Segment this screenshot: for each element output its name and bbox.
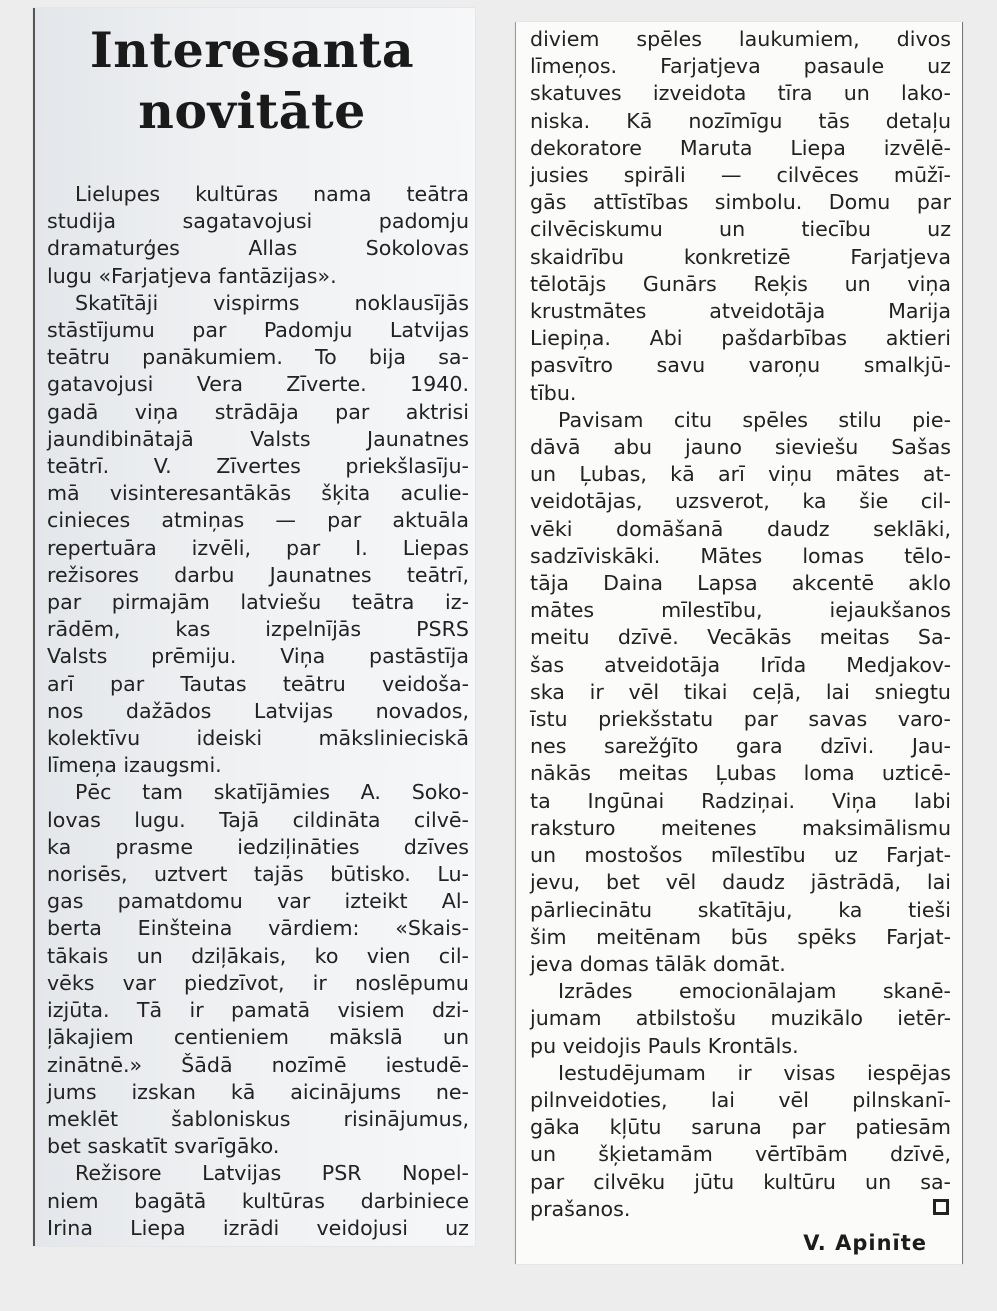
text-line: īstu priekšstatu par savas varo-	[530, 707, 951, 732]
text-line: tēlotājs Gunārs Reķis un viņa	[530, 271, 951, 296]
text-line: berta Einšteina vārdiem: «Skais-	[47, 916, 469, 941]
text-line: lugu «Farjatjeva fantāzijas».	[47, 263, 337, 288]
text-line: studija sagatavojusi padomju	[47, 209, 469, 234]
text-line: Skatītāji vispirms noklausījās	[75, 290, 469, 315]
text-line: ta Ingūnai Radziņai. Viņa labi	[530, 788, 951, 813]
text-line: Izrādes emocionālajam skanē-	[558, 979, 951, 1004]
text-line: norisēs, uztvert tajās būtisko. Lu-	[47, 862, 469, 887]
text-line: jevu, bet vēl daudz jāstrādā, lai	[530, 870, 951, 895]
text-line: nākās meitas Ļubas loma uzticē-	[530, 761, 951, 786]
text-line: jums izskan kā aicinājums ne-	[47, 1079, 469, 1104]
text-line: un Ļubas, kā arī viņu mātes at-	[530, 462, 951, 487]
text-line: dekoratore Maruta Liepa izvēlē-	[530, 135, 951, 160]
text-line: ka prasme iedziļināties dzīves	[47, 834, 469, 859]
right-column-text	[530, 26, 951, 1223]
author-signature: V. Apinīte	[803, 1231, 927, 1255]
text-line: gadā viņa strādāja par aktrisi	[47, 399, 469, 424]
text-line: jusies spirāli — cilvēces mūžī-	[530, 163, 951, 188]
text-line: nos dažādos Latvijas novados,	[47, 698, 469, 723]
left-column-text	[47, 181, 469, 1242]
text-line: tākais un dziļākais, ko vien cil-	[47, 943, 469, 968]
text-line: līmeņos. Farjatjeva pasaule uz	[530, 54, 951, 79]
text-line: kolektīvu ideiski mākslinieciskā	[47, 726, 469, 751]
text-line: cilvēciskumu un tiecību uz	[530, 217, 951, 242]
text-line: repertuāra izvēli, par I. Liepas	[47, 535, 469, 560]
text-line: sadzīviskāki. Mātes lomas tēlo-	[530, 543, 951, 568]
text-line: skatuves izveidota tīra un lako-	[530, 81, 951, 106]
text-line: gas pamatdomu var izteikt Al-	[47, 889, 469, 914]
text-line: jaundibinātajā Valsts Jaunatnes	[47, 426, 469, 451]
text-line: diviem spēles laukumiem, divos	[530, 27, 951, 51]
text-line: gās attīstības simbolu. Domu par	[530, 190, 951, 215]
text-line: gatavojusi Vera Zīverte. 1940.	[47, 372, 469, 397]
text-line: tību.	[530, 380, 577, 405]
text-line: prašanos.	[530, 1196, 631, 1221]
text-line: ļākajiem centieniem mākslā un	[47, 1025, 469, 1050]
text-line: teātrī. V. Zīvertes priekšlasīju-	[47, 454, 469, 479]
text-line: vēks var piedzīvot, ir noslēpumu	[47, 970, 469, 995]
text-line: un šķietamām vērtībām dzīvē,	[530, 1142, 951, 1167]
text-line: dramaturģes Allas Sokolovas	[47, 236, 469, 261]
text-line: izjūta. Tā ir pamatā visiem dzi-	[47, 998, 469, 1023]
text-line: Režisore Latvijas PSR Nopel-	[75, 1161, 469, 1186]
text-line: Liepiņa. Abi pašdarbības aktieri	[530, 326, 951, 351]
text-line: Pavisam citu spēles stilu pie-	[558, 407, 951, 432]
text-line: bet saskatīt svarīgāko.	[47, 1134, 280, 1159]
text-line: raksturo meitenes maksimālismu	[530, 815, 951, 840]
text-line: pu veidojis Pauls Krontāls.	[530, 1033, 799, 1058]
text-line: cinieces atmiņas — par aktuāla	[47, 508, 469, 533]
text-line: šas atveidotāja Irīda Medjakov-	[530, 652, 951, 677]
text-line: veidotājas, uzsverot, ka šie cil-	[530, 489, 951, 514]
text-line: mātes mīlestību, iejaukšanos	[530, 598, 951, 623]
text-line: un mostošos mīlestību uz Farjat-	[530, 843, 951, 868]
text-line: tāja Daina Lapsa akcentē aklo	[530, 571, 951, 596]
text-line: pasvītro savu varoņu smalkjū-	[530, 353, 951, 378]
text-line: pilnveidoties, lai vēl pilnskanī-	[530, 1087, 951, 1112]
text-line: pārliecinātu skatītāju, ka tieši	[530, 897, 951, 922]
text-line: mā visinteresantākās šķita aculie-	[47, 481, 469, 506]
text-line: stāstījumu par Padomju Latvijas	[47, 318, 469, 343]
title-line-1: Interesanta	[89, 21, 415, 79]
text-line: Pēc tam skatījāmies A. Soko-	[75, 780, 469, 805]
text-line: režisores darbu Jaunatnes teātrī,	[47, 562, 469, 587]
text-line: par pirmajām latviešu teātra iz-	[47, 590, 469, 615]
text-line: krustmātes atveidotāja Marija	[530, 299, 951, 324]
text-line: jumam atbilstošu muzikālo ietēr-	[530, 1006, 951, 1031]
article-title	[53, 20, 451, 142]
text-line: jeva domas tālāk domāt.	[530, 951, 786, 976]
text-line: teātru panākumiem. To bija sa-	[47, 345, 469, 370]
text-line: meklēt šabloniskus risinājumus,	[47, 1106, 469, 1131]
text-line: gāka kļūtu saruna par patiesām	[530, 1115, 951, 1140]
title-line-2: novitāte	[138, 82, 366, 140]
text-line: dāvā abu jauno sieviešu Sašas	[530, 435, 951, 460]
text-line: vēki domāšanā daudz seklāki,	[530, 516, 951, 541]
text-line: arī par Tautas teātru veidoša-	[47, 671, 469, 696]
text-line: zinātnē.» Šādā nozīmē iestudē-	[47, 1052, 469, 1077]
text-line: lovas lugu. Tajā cildināta cilvē-	[47, 807, 469, 832]
text-line: Lielupes kultūras nama teātra	[75, 182, 469, 206]
text-line: skaidrību konkretizē Farjatjeva	[530, 244, 951, 269]
text-line: nes sarežģīto gara dzīvi. Jau-	[530, 734, 951, 759]
text-line: šim meitēnam būs spēks Farjat-	[530, 924, 951, 949]
text-line: līmeņa izaugsmi.	[47, 753, 222, 778]
square-end-icon	[933, 1199, 949, 1215]
text-line: ska ir vēl tikai ceļā, lai sniegtu	[530, 679, 951, 704]
text-line: Iestudējumam ir visas iespējas	[558, 1060, 951, 1085]
text-line: meitu dzīvē. Vecākās meitas Sa-	[530, 625, 951, 650]
text-line: par cilvēku jūtu kultūru un sa-	[530, 1169, 951, 1194]
text-line: Irina Liepa izrādi veidojusi uz	[47, 1215, 469, 1240]
text-line: rādēm, kas izpelnījās PSRS	[47, 617, 469, 642]
article-right-clipping	[515, 22, 963, 1264]
text-line: niem bagātā kultūras darbiniece	[47, 1188, 469, 1213]
text-line: niska. Kā nozīmīgu tās detaļu	[530, 108, 951, 133]
article-left-clipping	[33, 8, 475, 1246]
text-line: Valsts prēmiju. Viņa pastāstīja	[47, 644, 469, 669]
